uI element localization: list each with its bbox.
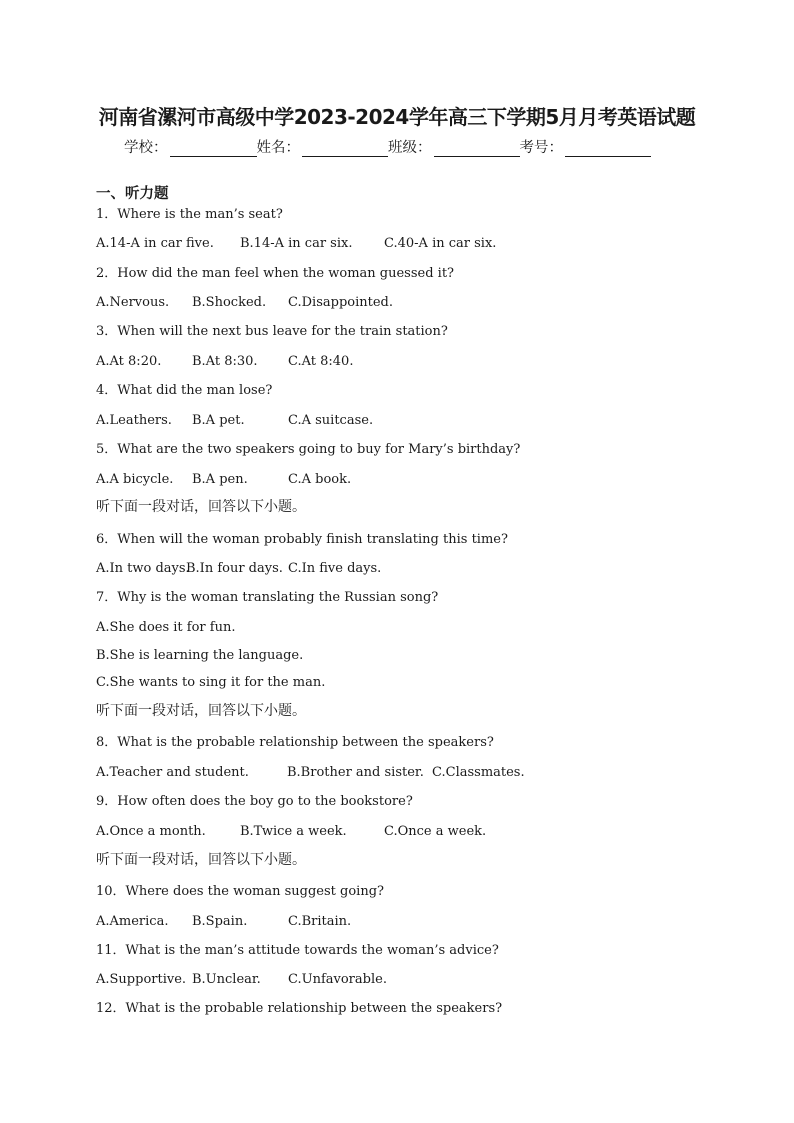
option-5b: B.A pen. bbox=[192, 472, 248, 487]
question-5: 5．What are the two speakers going to buy for Mary’s birthday? bbox=[96, 442, 521, 457]
class-blank[interactable] bbox=[434, 140, 520, 157]
instruction-2: 听下面一段对话，回答以下小题。 bbox=[96, 703, 306, 719]
option-6c: C.In five days. bbox=[288, 561, 382, 576]
question-11: 11．What is the man’s attitude towards the woman’s advice? bbox=[96, 943, 499, 958]
option-7a: A.She does it for fun. bbox=[96, 620, 236, 635]
question-3: 3．When will the next bus leave for the train station? bbox=[96, 324, 448, 339]
option-2c: C.Disappointed. bbox=[288, 295, 393, 310]
question-9: 9．How often does the boy go to the bookstore? bbox=[96, 794, 413, 809]
question-12: 12．What is the probable relationship between the speakers? bbox=[96, 1001, 503, 1016]
question-4: 4．What did the man lose? bbox=[96, 383, 273, 398]
school-blank[interactable] bbox=[170, 140, 257, 157]
question-10: 10．Where does the woman suggest going? bbox=[96, 884, 384, 899]
option-3a: A.At 8:20. bbox=[96, 354, 162, 369]
option-2b: B.Shocked. bbox=[192, 295, 267, 310]
option-2a: A.Nervous. bbox=[96, 295, 170, 310]
school-label: 学校： bbox=[124, 140, 168, 156]
option-5c: C.A book. bbox=[288, 472, 352, 487]
question-7: 7．Why is the woman translating the Russian song? bbox=[96, 590, 439, 605]
option-6b: B.In four days. bbox=[186, 561, 283, 576]
option-4a: A.Leathers. bbox=[96, 413, 172, 428]
option-11b: B.Unclear. bbox=[192, 972, 261, 987]
option-1c: C.40-A in car six. bbox=[384, 236, 497, 251]
instruction-3: 听下面一段对话，回答以下小题。 bbox=[96, 852, 306, 868]
section-heading: 一、听力题 bbox=[96, 186, 169, 202]
exam-title: 河南省漯河市高级中学2023-2024学年高三下学期5月月考英语试题 bbox=[98, 105, 696, 129]
name-label: 姓名： bbox=[256, 140, 300, 156]
option-5a: A.A bicycle. bbox=[96, 472, 174, 487]
option-7b: B.She is learning the language. bbox=[96, 648, 304, 663]
name-blank[interactable] bbox=[302, 140, 388, 157]
option-7c: C.She wants to sing it for the man. bbox=[96, 675, 326, 690]
number-blank[interactable] bbox=[565, 140, 651, 157]
question-6: 6．When will the woman probably finish translating this time? bbox=[96, 532, 508, 547]
option-3c: C.At 8:40. bbox=[288, 354, 354, 369]
student-info-line bbox=[124, 136, 651, 157]
option-10c: C.Britain. bbox=[288, 914, 352, 929]
instruction-1: 听下面一段对话，回答以下小题。 bbox=[96, 499, 306, 515]
option-1b: B.14-A in car six. bbox=[240, 236, 353, 251]
option-9c: C.Once a week. bbox=[384, 824, 487, 839]
option-9b: B.Twice a week. bbox=[240, 824, 347, 839]
option-11a: A.Supportive. bbox=[96, 972, 187, 987]
option-9a: A.Once a month. bbox=[96, 824, 206, 839]
option-4b: B.A pet. bbox=[192, 413, 245, 428]
class-label: 班级： bbox=[388, 140, 432, 156]
question-2: 2．How did the man feel when the woman guessed it? bbox=[96, 266, 455, 281]
option-8b: B.Brother and sister. bbox=[287, 765, 424, 780]
option-11c: C.Unfavorable. bbox=[288, 972, 387, 987]
option-3b: B.At 8:30. bbox=[192, 354, 258, 369]
question-1: 1．Where is the man’s seat? bbox=[96, 207, 283, 222]
option-4c: C.A suitcase. bbox=[288, 413, 374, 428]
option-10b: B.Spain. bbox=[192, 914, 248, 929]
option-8a: A.Teacher and student. bbox=[96, 765, 249, 780]
number-label: 考号： bbox=[519, 140, 563, 156]
option-8c: C.Classmates. bbox=[432, 765, 525, 780]
option-6a: A.In two days. bbox=[96, 561, 190, 576]
option-10a: A.America. bbox=[96, 914, 169, 929]
question-8: 8．What is the probable relationship between the speakers? bbox=[96, 735, 494, 750]
option-1a: A.14-A in car five. bbox=[96, 236, 214, 251]
